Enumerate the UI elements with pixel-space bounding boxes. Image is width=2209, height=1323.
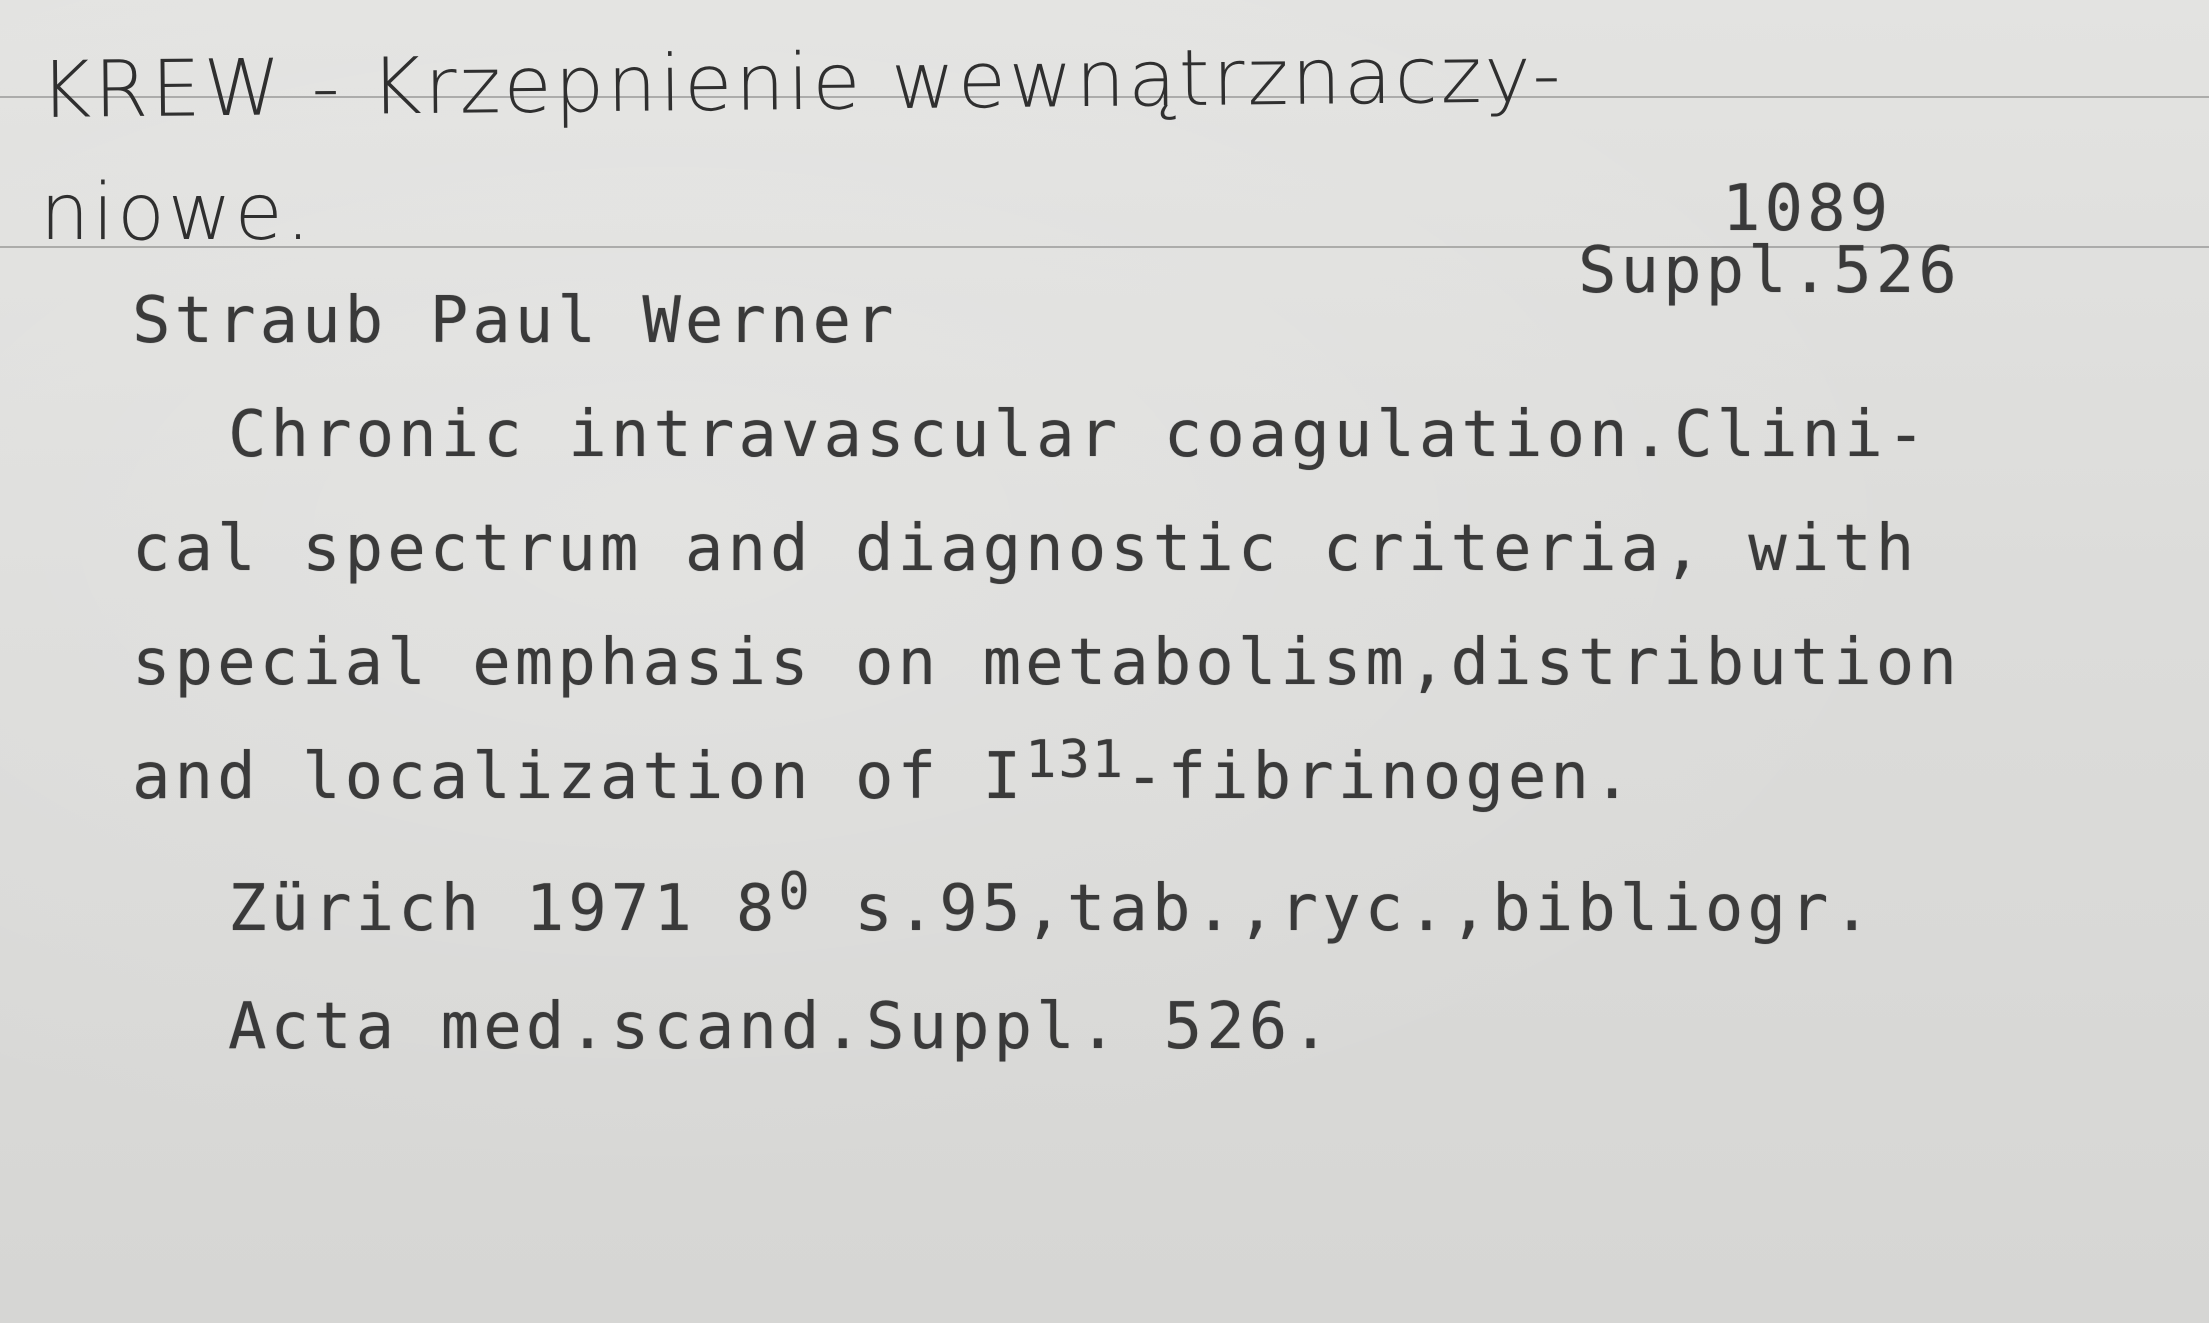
publication-details: s.95,tab.,ryc.,bibliogr.	[854, 872, 1875, 946]
subject-heading-line-1: KREW - Krzepnienie wewnątrznaczy-	[39, 30, 1564, 136]
author: Straub Paul Werner	[132, 284, 898, 358]
title-line-4-end: -fibrinogen.	[1125, 740, 1636, 814]
title-line-2: cal spectrum and diagnostic criteria, with	[132, 512, 1919, 586]
title-line-1: Chronic intravascular coagulation.Clini-	[228, 398, 1930, 472]
title-line-3: special emphasis on metabolism,distribution	[132, 626, 1961, 700]
publication-place-year: Zürich 1971	[228, 872, 696, 946]
title-line-4	[132, 730, 1636, 814]
isotope-superscript: 131	[1025, 730, 1126, 790]
subject-heading-line-2: niowe.	[40, 168, 314, 258]
call-number-supplement: Suppl.526	[1578, 234, 1961, 308]
call-number: 1089	[1722, 172, 1893, 246]
title-line-4-start: and localization of I	[132, 740, 1026, 814]
publication-format: 8	[735, 872, 779, 946]
series-note: Acta med.scand.Suppl. 526.	[228, 990, 1334, 1064]
publication-line	[228, 862, 1875, 946]
format-superscript: 0	[778, 862, 812, 922]
